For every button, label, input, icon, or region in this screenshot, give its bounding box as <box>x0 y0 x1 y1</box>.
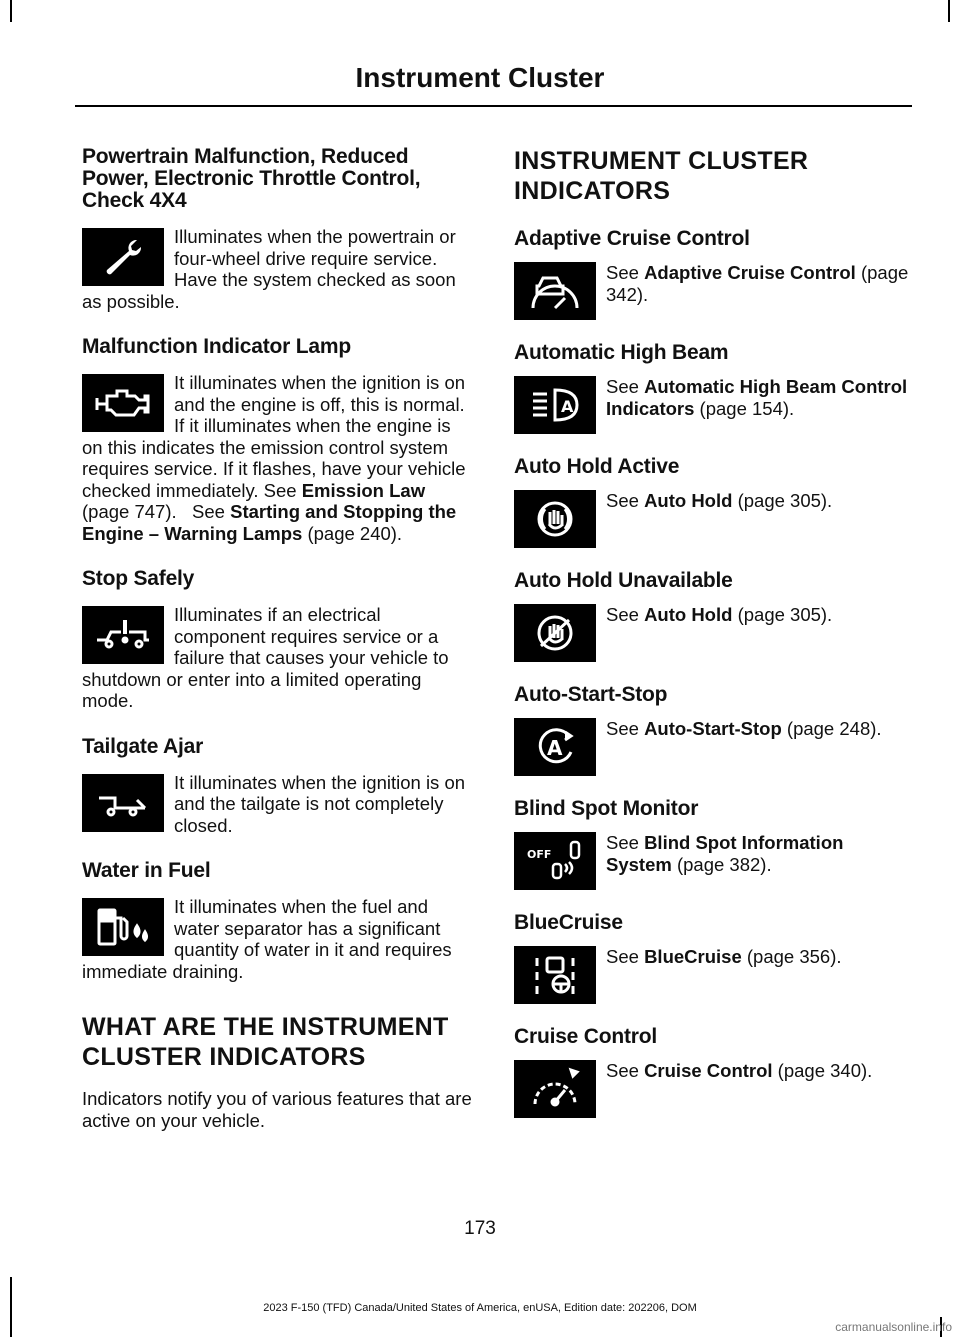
entry-title: Auto Hold Active <box>514 455 680 478</box>
indicator-entry-blind-spot <box>514 798 912 890</box>
indicator-entry-tailgate <box>82 736 474 837</box>
ref-page: (page 305). <box>732 490 833 511</box>
entry-title: Auto-Start-Stop <box>514 683 668 706</box>
entry-title: BlueCruise <box>514 911 623 934</box>
left-column <box>82 146 474 1131</box>
tailgate-icon <box>82 774 164 832</box>
entry-description <box>606 376 912 434</box>
ref-page: (page 747). <box>82 501 177 522</box>
section-heading: INSTRUMENT CLUSTER INDICATORS <box>514 147 809 205</box>
stop-safely-truck-icon <box>82 606 164 664</box>
entry-title: Cruise Control <box>514 1025 658 1048</box>
indicator-entry-auto-high-beam <box>514 342 912 434</box>
crop-mark <box>10 0 12 22</box>
wrench-icon <box>82 228 164 286</box>
entry-description <box>606 946 842 1004</box>
entry-title: Stop Safely <box>82 567 195 590</box>
ref-prefix: See <box>606 604 645 625</box>
bluecruise-icon <box>514 946 596 1004</box>
entry-row <box>514 946 912 1004</box>
ref-prefix: See <box>606 262 645 283</box>
indicator-entry-auto-hold-unavailable <box>514 570 912 662</box>
entry-row <box>514 262 912 320</box>
indicator-entry-cruise-control <box>514 1026 912 1118</box>
entry-description: It illuminates when the ignition is on and the tailgate is not completely closed. <box>174 771 466 836</box>
entry-title: Adaptive Cruise Control <box>514 227 750 250</box>
indicator-entry-auto-hold-active <box>514 456 912 548</box>
entry-title: Water in Fuel <box>82 859 211 882</box>
entry-description <box>606 490 832 548</box>
entry-title: Automatic High Beam <box>514 341 729 364</box>
cross-reference-link[interactable]: Cruise Control <box>644 1060 773 1081</box>
entry-row <box>514 832 912 890</box>
entry-description <box>606 1060 872 1118</box>
page-number: 173 <box>464 1218 496 1239</box>
ref-page: (page 342). <box>606 262 909 305</box>
header-divider <box>75 105 912 107</box>
auto-hold-icon <box>514 490 596 548</box>
entry-description <box>606 718 882 776</box>
ref-page: (page 240). <box>302 522 403 544</box>
right-column <box>514 146 912 1140</box>
indicator-entry-water-in-fuel <box>82 860 474 982</box>
entry-description <box>606 832 912 890</box>
entry-description: Illuminates if an electrical component requires service or a failure that causes your vehicle to shutdown or enter into a limited operating mode. <box>82 604 449 711</box>
entry-row <box>514 376 912 434</box>
cross-reference-link[interactable]: Auto-Start-Stop <box>644 718 782 739</box>
section-text: Indicators notify you of various features that are active on your vehicle. <box>82 1088 472 1131</box>
entry-title: Powertrain Malfunction, Reduced Power, Electronic Throttle Control, Check 4X4 <box>82 145 421 212</box>
auto-start-stop-icon <box>514 718 596 776</box>
edition-footer: 2023 F-150 (TFD) Canada/United States of America, enUSA, Edition date: 202206, DOM <box>263 1302 697 1314</box>
entry-title: Tailgate Ajar <box>82 734 204 758</box>
blind-spot-off-label: OFF <box>527 848 552 861</box>
ref-page: (page 154). <box>694 397 795 419</box>
ref-prefix: See <box>192 501 231 522</box>
crop-mark <box>948 0 950 22</box>
indicator-entry-adaptive-cruise <box>514 228 912 320</box>
ref-prefix: See <box>263 479 302 501</box>
entry-description <box>606 604 832 662</box>
cross-reference-link[interactable]: Auto Hold <box>644 490 733 511</box>
indicator-entry-malfunction <box>82 336 474 544</box>
cross-reference-link[interactable]: Automatic High Beam Control Indicators <box>606 376 908 419</box>
ref-page: (page 382). <box>671 853 772 875</box>
indicator-entry-stop-safely <box>82 568 474 712</box>
indicator-entry-powertrain <box>82 146 474 312</box>
ref-page: (page 356). <box>741 946 842 967</box>
ref-page: (page 248). <box>781 718 882 739</box>
entry-description <box>606 262 912 320</box>
cross-reference-link[interactable]: Starting and Stopping the Engine – Warning Lamps <box>82 501 457 544</box>
water-in-fuel-icon <box>82 898 164 956</box>
auto-hold-unavailable-icon <box>514 604 596 662</box>
ref-prefix: See <box>606 718 645 739</box>
ref-prefix: See <box>606 946 645 967</box>
ref-page: (page 340). <box>772 1060 873 1081</box>
svg-text:A: A <box>547 736 563 760</box>
entry-row <box>514 1060 912 1118</box>
entry-title: Auto Hold Unavailable <box>514 569 733 592</box>
watermark: carmanualsonline.info <box>835 1320 952 1334</box>
cross-reference-link[interactable]: Blind Spot Information System <box>606 832 844 875</box>
ref-page: (page 305). <box>732 604 833 625</box>
cross-reference-link[interactable]: Auto Hold <box>644 604 733 625</box>
adaptive-cruise-icon <box>514 262 596 320</box>
entry-row <box>514 718 912 776</box>
cross-reference-link[interactable]: BlueCruise <box>644 946 742 967</box>
entry-description: It illuminates when the fuel and water separator has a significant quantity of water in it and requires immediate draining. <box>82 896 452 982</box>
cruise-control-icon <box>514 1060 596 1118</box>
auto-high-beam-icon <box>514 376 596 434</box>
engine-icon <box>82 374 164 432</box>
entry-row <box>514 604 912 662</box>
entry-description-text: It illuminates when the ignition is on and the engine is off, this is normal. If it illuminates when the engine is on this indicates the emission control system requires service. If it flashes, have your vehicle checked immediately. <box>82 372 466 501</box>
indicator-entry-bluecruise <box>514 912 912 1004</box>
cross-reference-link[interactable]: Emission Law <box>301 479 426 501</box>
section-heading: WHAT ARE THE INSTRUMENT CLUSTER INDICATORS <box>82 1013 449 1071</box>
entry-row <box>514 490 912 548</box>
entry-description: Illuminates when the powertrain or four-wheel drive require service. Have the system checked as soon as possible. <box>82 226 456 312</box>
svg-text:A: A <box>561 397 574 416</box>
ref-prefix: See <box>606 376 645 397</box>
cross-reference-link[interactable]: Adaptive Cruise Control <box>644 262 856 283</box>
page-title: Instrument Cluster <box>355 62 605 93</box>
ref-prefix: See <box>606 490 645 511</box>
indicator-entry-auto-start-stop <box>514 684 912 776</box>
blind-spot-icon <box>514 832 596 890</box>
ref-prefix: See <box>606 1060 645 1081</box>
ref-prefix: See <box>606 832 645 853</box>
entry-title: Malfunction Indicator Lamp <box>82 335 351 358</box>
entry-title: Blind Spot Monitor <box>514 797 699 820</box>
